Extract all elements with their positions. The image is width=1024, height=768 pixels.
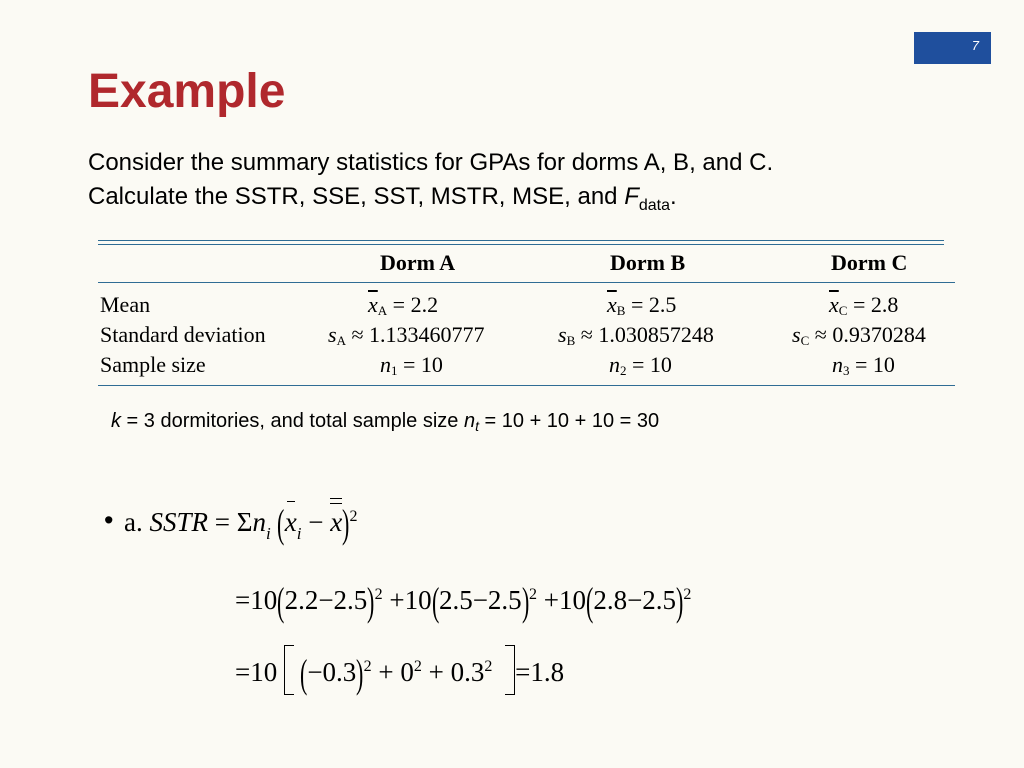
term-3-b: 2.5: [642, 585, 677, 615]
equals-sign: =: [235, 585, 251, 615]
exponent: 2: [529, 586, 537, 603]
exponent: 2: [683, 586, 692, 603]
paren: (: [585, 579, 594, 624]
sd-dorm-a: $s_A \approx 1.133460777$: [328, 322, 485, 348]
square-exponent: 2: [349, 508, 358, 525]
sstr-symbol: SSTR: [149, 507, 208, 537]
right-bracket: [505, 645, 515, 695]
mean-dorm-c: $\overline{x}_C = 2.8$: [829, 292, 899, 318]
sstr-substitution: [235, 578, 691, 625]
n-dorm-b: $n_2 = 10$: [609, 352, 672, 378]
k-symbol: k: [111, 410, 121, 432]
sigma-symbol: Σ: [236, 507, 253, 537]
minus-sign: −: [627, 585, 643, 615]
plus-sign: +: [428, 657, 444, 687]
term-2-b: 2.5: [487, 585, 522, 615]
paren: ): [367, 579, 375, 624]
xbar-i-symbol: x: [284, 507, 297, 537]
intro-line-2: [88, 180, 968, 223]
table-rule-top: [98, 240, 944, 241]
term-2-a: 2.5: [438, 585, 473, 615]
exponent: 2: [413, 658, 422, 675]
summary-statistics-table: [98, 240, 955, 387]
paren: ): [356, 651, 364, 696]
sstr-definition: [124, 500, 358, 547]
table-rule-header: [98, 282, 955, 283]
paren: ): [676, 579, 684, 624]
plus-sign: +: [389, 585, 405, 615]
intro-text: [88, 146, 968, 223]
intro-line-2-text: Calculate the SSTR, SSE, SST, MSTR, MSE, and: [88, 183, 625, 210]
header-dorm-a: Dorm A: [380, 250, 456, 275]
intro-line-1: Consider the summary statistics for GPAs for dorms A, B, and C.: [88, 149, 774, 176]
row-label-mean: Mean: [100, 292, 151, 317]
header-dorm-c: Dorm C: [831, 250, 908, 275]
n-dorm-c: $n_3 = 10$: [832, 352, 895, 378]
nt-subscript: t: [475, 418, 479, 434]
sd-dorm-c: $s_C \approx 0.9370284$: [792, 322, 926, 348]
value-b: 0: [400, 657, 414, 687]
mean-dorm-b: $\overline{x}_B = 2.5$: [607, 292, 677, 318]
coef: 10: [250, 657, 278, 687]
term-1-coef: 10: [250, 585, 278, 615]
part-label: a.: [124, 507, 143, 537]
minus-sign: −: [308, 507, 324, 537]
term-2-coef: 10: [404, 585, 432, 615]
k-statement-text: = 3 dormitories, and total sample size: [121, 410, 464, 432]
equals-sign: =: [235, 657, 251, 687]
row-label-sample-size: Sample size: [100, 352, 206, 377]
plus-sign: +: [378, 657, 394, 687]
page-number-badge: [914, 32, 991, 64]
value-a: −0.3: [307, 657, 357, 687]
slide-title: Example: [88, 65, 286, 118]
right-paren: ): [342, 501, 350, 546]
equals-sign: =: [515, 657, 531, 687]
exponent: 2: [374, 586, 383, 603]
paren: ): [521, 579, 530, 624]
sstr-result-value: 1.8: [530, 657, 565, 687]
sstr-result: [235, 645, 564, 697]
paren: (: [431, 579, 439, 624]
n-dorm-a: $n_1 = 10$: [380, 352, 443, 378]
minus-sign: −: [318, 585, 334, 615]
plus-sign: +: [543, 585, 559, 615]
term-1-a: 2.2: [284, 585, 319, 615]
term-3-a: 2.8: [593, 585, 628, 615]
left-paren: (: [277, 501, 285, 546]
exponent: 2: [484, 658, 493, 675]
mean-dorm-a: $\overline{x}_A = 2.2$: [368, 292, 439, 318]
term-3-coef: 10: [558, 585, 586, 615]
n-symbol: n: [252, 507, 266, 537]
intro-period: .: [670, 183, 677, 210]
minus-sign: −: [472, 585, 488, 615]
equals-sign: =: [214, 507, 230, 537]
left-bracket: [284, 645, 294, 695]
row-label-sd: Standard deviation: [100, 322, 266, 347]
term-1-b: 2.5: [333, 585, 368, 615]
x-subscript: i: [296, 524, 302, 543]
header-dorm-b: Dorm B: [610, 250, 686, 275]
exponent: 2: [363, 658, 372, 675]
sd-dorm-b: $s_B \approx 1.030857248$: [558, 322, 714, 348]
k-statement-sum: = 10 + 10 + 10 = 30: [478, 410, 660, 432]
n-subscript: i: [265, 524, 271, 543]
table-rule-bottom: [98, 385, 955, 386]
f-symbol: F: [624, 183, 639, 210]
paren: (: [277, 579, 285, 624]
table-rule-top-2: [98, 244, 944, 245]
nt-symbol: n: [463, 410, 476, 432]
paren: (: [299, 651, 308, 696]
f-subscript: data: [638, 196, 671, 214]
grand-mean-symbol: x: [330, 507, 343, 537]
k-statement: [111, 410, 659, 434]
bullet-icon: •: [104, 505, 114, 535]
page-number: 7: [971, 38, 979, 53]
value-c: 0.3: [450, 657, 485, 687]
